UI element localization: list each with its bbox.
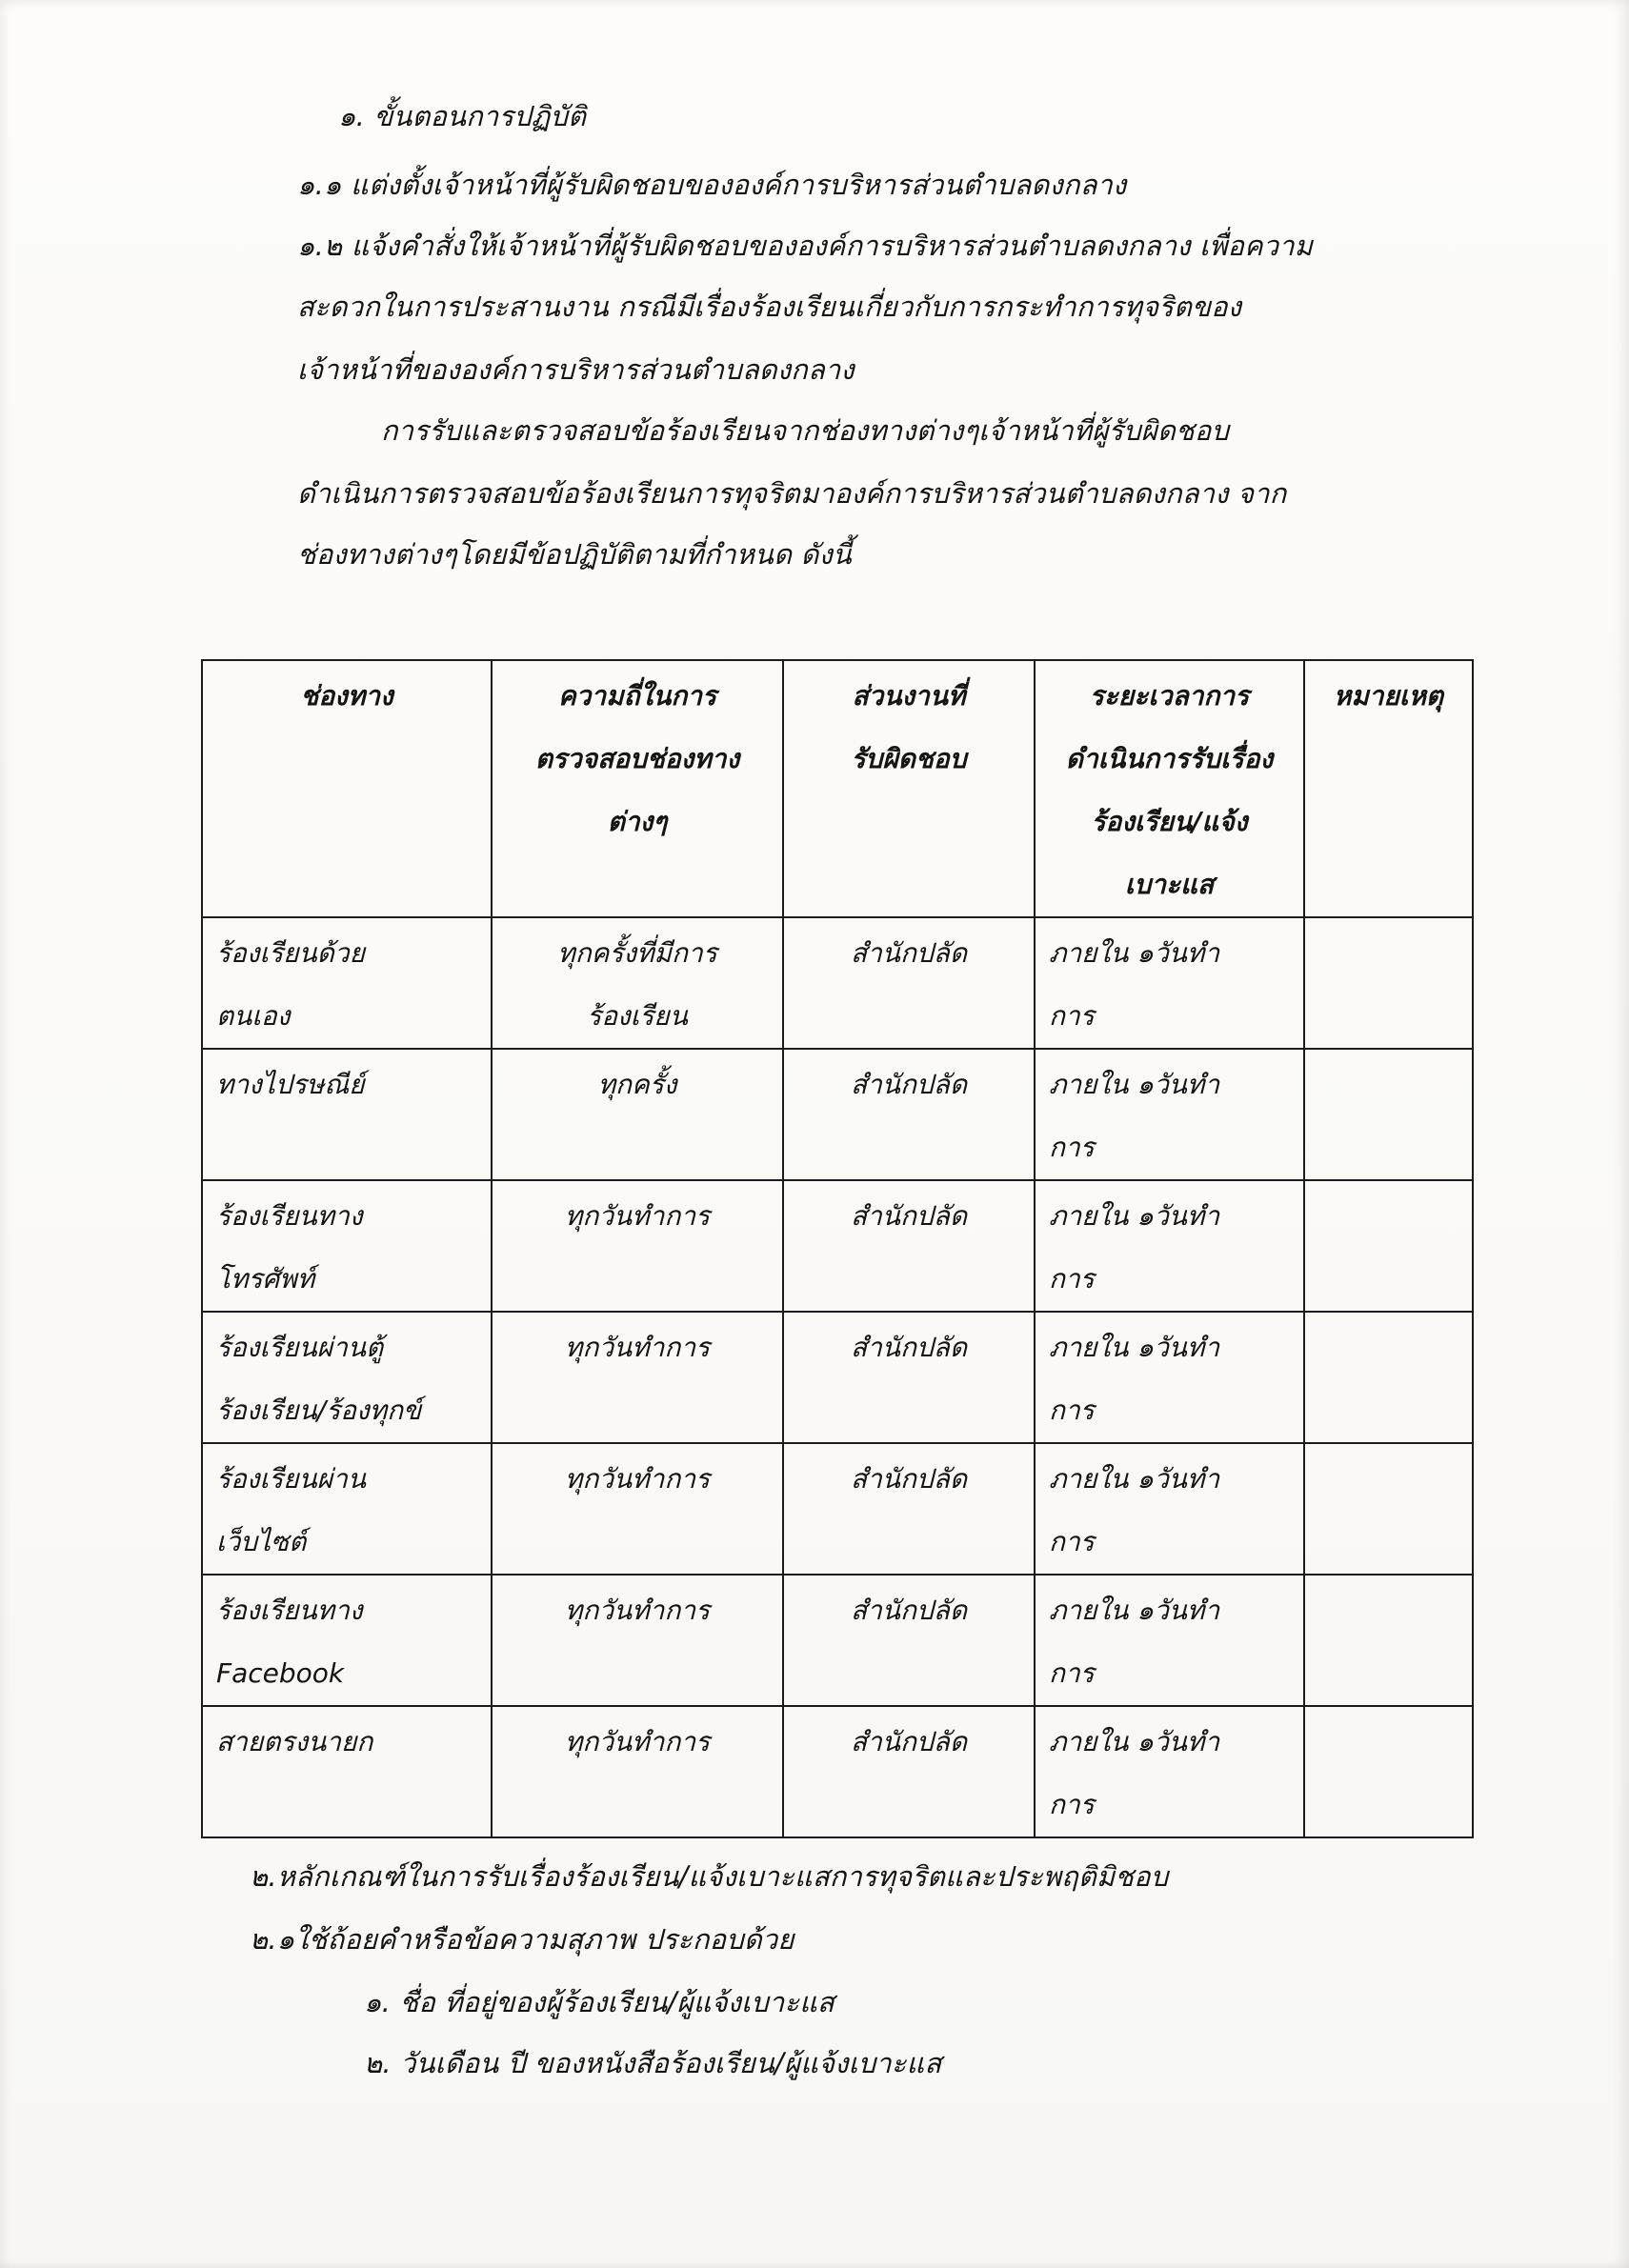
table-row xyxy=(202,1443,1473,1575)
header-duration: ระยะเวลาการ ดำเนินการรับเรื่อง ร้องเรียน/แจ้ง เบาะแส xyxy=(1035,660,1304,917)
section1-para-line2: ดำเนินการตรวจสอบข้อร้องเรียนการทุจริตมาองค์การบริหารส่วนตำบลดงกลาง จาก xyxy=(297,477,1287,510)
cell-duration: ภายใน ๑วันทำ การ xyxy=(1035,917,1304,1049)
cell-channel: ร้องเรียนผ่าน เว็บไซต์ xyxy=(202,1443,492,1575)
table-header-row xyxy=(202,660,1473,917)
section2-sub2: ๒. วันเดือน ปี ของหนังสือร้องเรียน/ผู้แจ้งเบาะแส xyxy=(364,2047,942,2079)
cell-unit: สำนักปลัด xyxy=(783,1312,1035,1443)
table-row xyxy=(202,1312,1473,1443)
cell-note xyxy=(1304,1180,1473,1312)
table-row xyxy=(202,1180,1473,1312)
header-frequency: ความถี่ในการ ตรวจสอบช่องทาง ต่างๆ xyxy=(492,660,783,917)
cell-duration: ภายใน ๑วันทำ การ xyxy=(1035,1443,1304,1575)
cell-channel: ร้องเรียนผ่านตู้ ร้องเรียน/ร้องทุกข์ xyxy=(202,1312,492,1443)
cell-note xyxy=(1304,1443,1473,1575)
section1-heading: ๑. ขั้นตอนการปฏิบัติ xyxy=(338,100,587,132)
cell-unit: สำนักปลัด xyxy=(783,1049,1035,1180)
header-unit: ส่วนงานที่ รับผิดชอบ xyxy=(783,660,1035,917)
cell-channel: ร้องเรียนทาง โทรศัพท์ xyxy=(202,1180,492,1312)
table-row xyxy=(202,917,1473,1049)
section1-item1: ๑.๑ แต่งตั้งเจ้าหน้าที่ผู้รับผิดชอบขององค์การบริหารส่วนตำบลดงกลาง xyxy=(297,169,1127,201)
cell-frequency: ทุกครั้งที่มีการ ร้องเรียน xyxy=(492,917,783,1049)
cell-frequency: ทุกวันทำการ xyxy=(492,1180,783,1312)
cell-duration: ภายใน ๑วันทำ การ xyxy=(1035,1180,1304,1312)
section2-sub1: ๑. ชื่อ ที่อยู่ของผู้ร้องเรียน/ผู้แจ้งเบาะแส xyxy=(364,1986,835,2018)
cell-duration: ภายใน ๑วันทำ การ xyxy=(1035,1049,1304,1180)
section2-item1: ๒.๑ใช้ถ้อยคำหรือข้อความสุภาพ ประกอบด้วย xyxy=(250,1923,794,1956)
cell-unit: สำนักปลัด xyxy=(783,1180,1035,1312)
cell-frequency: ทุกวันทำการ xyxy=(492,1443,783,1575)
cell-frequency: ทุกครั้ง xyxy=(492,1049,783,1180)
section1-para-line1: การรับและตรวจสอบข้อร้องเรียนจากช่องทางต่างๆเจ้าหน้าที่ผู้รับผิดชอบ xyxy=(381,414,1230,447)
cell-frequency: ทุกวันทำการ xyxy=(492,1706,783,1837)
cell-frequency: ทุกวันทำการ xyxy=(492,1575,783,1706)
cell-channel: ทางไปรษณีย์ xyxy=(202,1049,492,1180)
cell-note xyxy=(1304,917,1473,1049)
section1-item2-line2: สะดวกในการประสานงาน กรณีมีเรื่องร้องเรียนเกี่ยวกับการกระทำการทุจริตของ xyxy=(297,291,1242,323)
cell-channel: ร้องเรียนทาง Facebook xyxy=(202,1575,492,1706)
table-row xyxy=(202,1575,1473,1706)
cell-note xyxy=(1304,1049,1473,1180)
cell-note xyxy=(1304,1312,1473,1443)
cell-note xyxy=(1304,1706,1473,1837)
table-row xyxy=(202,1049,1473,1180)
cell-duration: ภายใน ๑วันทำ การ xyxy=(1035,1706,1304,1837)
cell-channel: ร้องเรียนด้วย ตนเอง xyxy=(202,917,492,1049)
header-channel: ช่องทาง xyxy=(202,660,492,917)
header-note: หมายเหตุ xyxy=(1304,660,1473,917)
cell-duration: ภายใน ๑วันทำ การ xyxy=(1035,1575,1304,1706)
cell-unit: สำนักปลัด xyxy=(783,917,1035,1049)
complaint-channels-table xyxy=(201,659,1474,1838)
cell-unit: สำนักปลัด xyxy=(783,1443,1035,1575)
section1-item2-line1: ๑.๒ แจ้งคำสั่งให้เจ้าหน้าที่ผู้รับผิดชอบขององค์การบริหารส่วนตำบลดงกลาง เพื่อความ xyxy=(297,230,1314,262)
cell-note xyxy=(1304,1575,1473,1706)
section2-heading: ๒.หลักเกณฑ์ในการรับเรื่องร้องเรียน/แจ้งเบาะแสการทุจริตและประพฤติมิชอบ xyxy=(250,1860,1169,1893)
section1-para-line3: ช่องทางต่างๆโดยมีข้อปฏิบัติตามที่กำหนด ดังนี้ xyxy=(297,538,852,571)
cell-unit: สำนักปลัด xyxy=(783,1575,1035,1706)
cell-unit: สำนักปลัด xyxy=(783,1706,1035,1837)
section1-item2-line3: เจ้าหน้าที่ขององค์การบริหารส่วนตำบลดงกลาง xyxy=(297,353,855,386)
cell-duration: ภายใน ๑วันทำ การ xyxy=(1035,1312,1304,1443)
cell-channel: สายตรงนายก xyxy=(202,1706,492,1837)
table-row xyxy=(202,1706,1473,1837)
cell-frequency: ทุกวันทำการ xyxy=(492,1312,783,1443)
